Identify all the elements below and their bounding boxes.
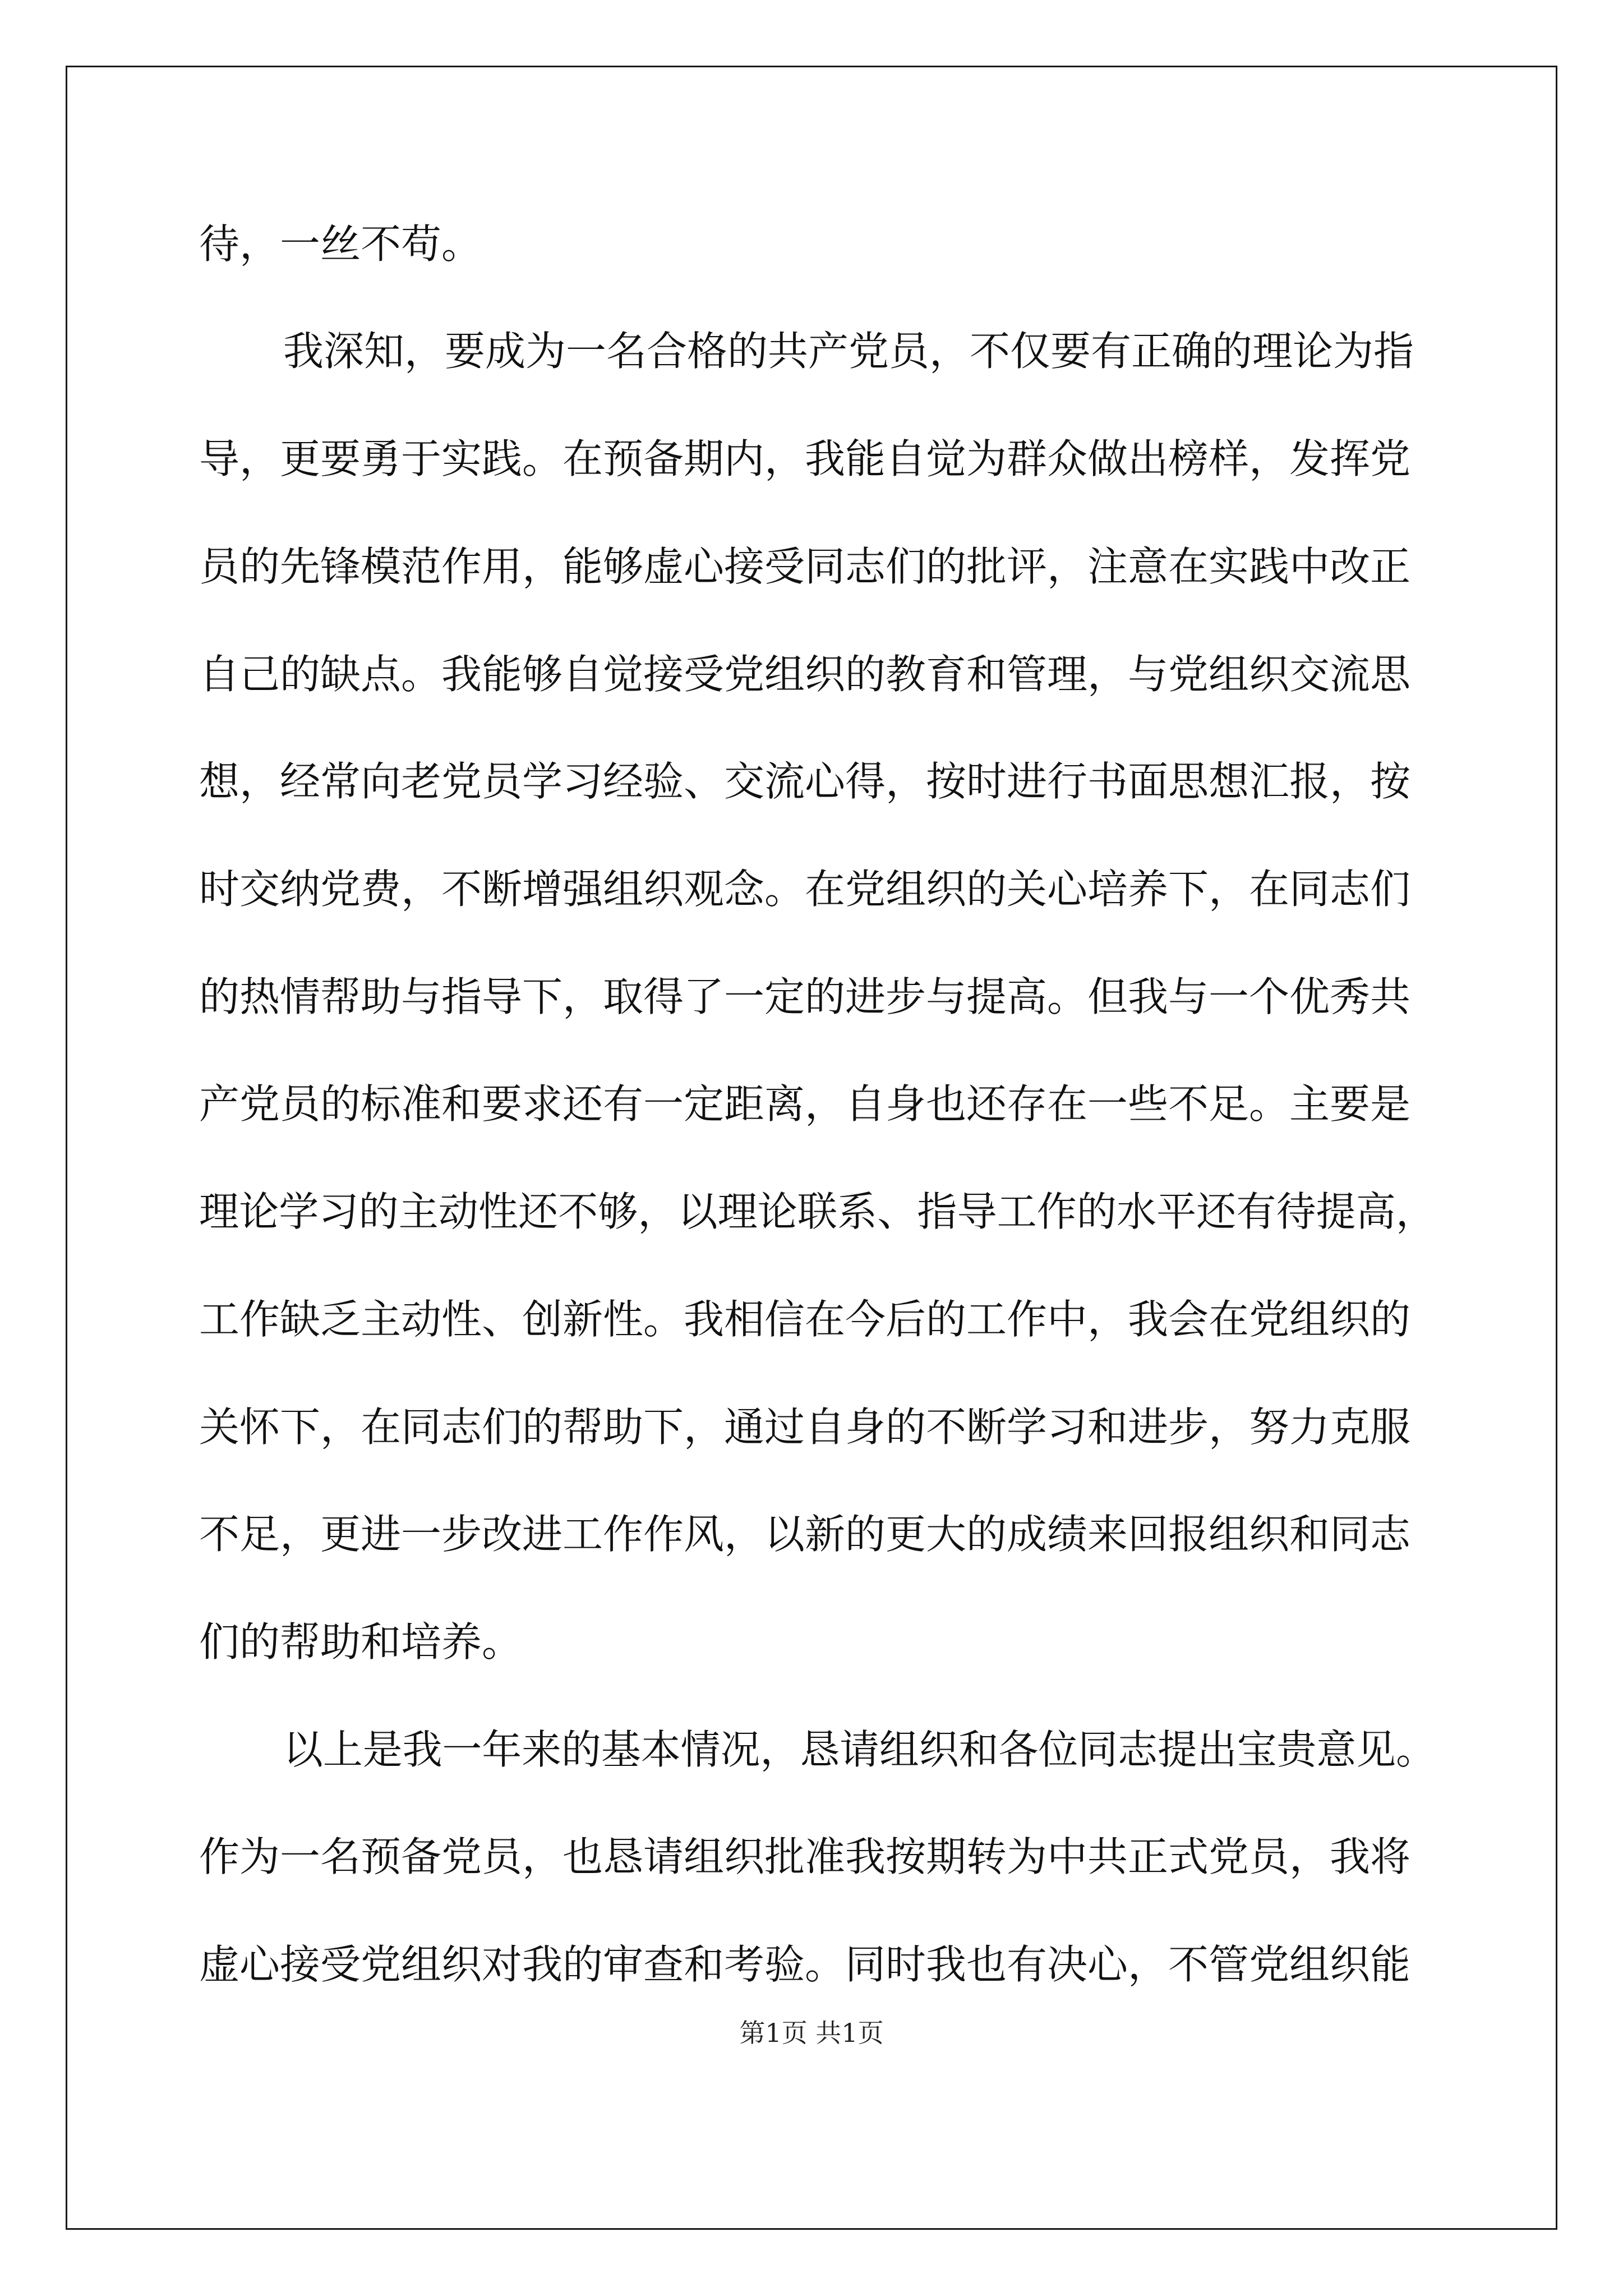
text-line: 虚心接受党组织对我的审查和考验。同时我也有决心，不管党组织能 <box>199 1941 1411 1988</box>
text-line: 理论学习的主动性还不够，以理论联系、指导工作的水平还有待提高， <box>199 1188 1436 1235</box>
text-line: 待，一丝不苟。 <box>199 220 482 268</box>
paragraph-first-line: 我深知，要成为一名合格的共产党员，不仅要有正确的理论为指 <box>283 328 1414 375</box>
text-line: 工作缺乏主动性、创新性。我相信在今后的工作中，我会在党组织的 <box>199 1296 1411 1343</box>
text-line: 自己的缺点。我能够自觉接受党组织的教育和管理，与党组织交流思 <box>199 651 1411 698</box>
text-line: 想，经常向老党员学习经验、交流心得，按时进行书面思想汇报，按 <box>199 758 1411 805</box>
text-line: 们的帮助和培养。 <box>199 1618 523 1665</box>
page-footer: 第1页 共1页 <box>739 2018 884 2048</box>
text-line: 导，更要勇于实践。在预备期内，我能自觉为群众做出榜样，发挥党 <box>199 435 1411 482</box>
text-line: 员的先锋模范作用，能够虚心接受同志们的批评，注意在实践中改正 <box>199 543 1411 590</box>
text-line: 时交纳党费，不断增强组织观念。在党组织的关心培养下，在同志们 <box>199 866 1411 913</box>
text-line: 不足，更进一步改进工作作风，以新的更大的成绩来回报组织和同志 <box>199 1511 1411 1558</box>
paragraph-first-line: 以上是我一年来的基本情况，恳请组织和各位同志提出宝贵意见。 <box>283 1726 1436 1773</box>
text-line: 产党员的标准和要求还有一定距离，自身也还存在一些不足。主要是 <box>199 1080 1411 1128</box>
text-line: 作为一名预备党员，也恳请组织批准我按期转为中共正式党员，我将 <box>199 1833 1411 1880</box>
text-line: 关怀下，在同志们的帮助下，通过自身的不断学习和进步，努力克服 <box>199 1404 1411 1451</box>
text-line: 的热情帮助与指导下，取得了一定的进步与提高。但我与一个优秀共 <box>199 973 1411 1020</box>
page-border <box>66 66 1557 2230</box>
